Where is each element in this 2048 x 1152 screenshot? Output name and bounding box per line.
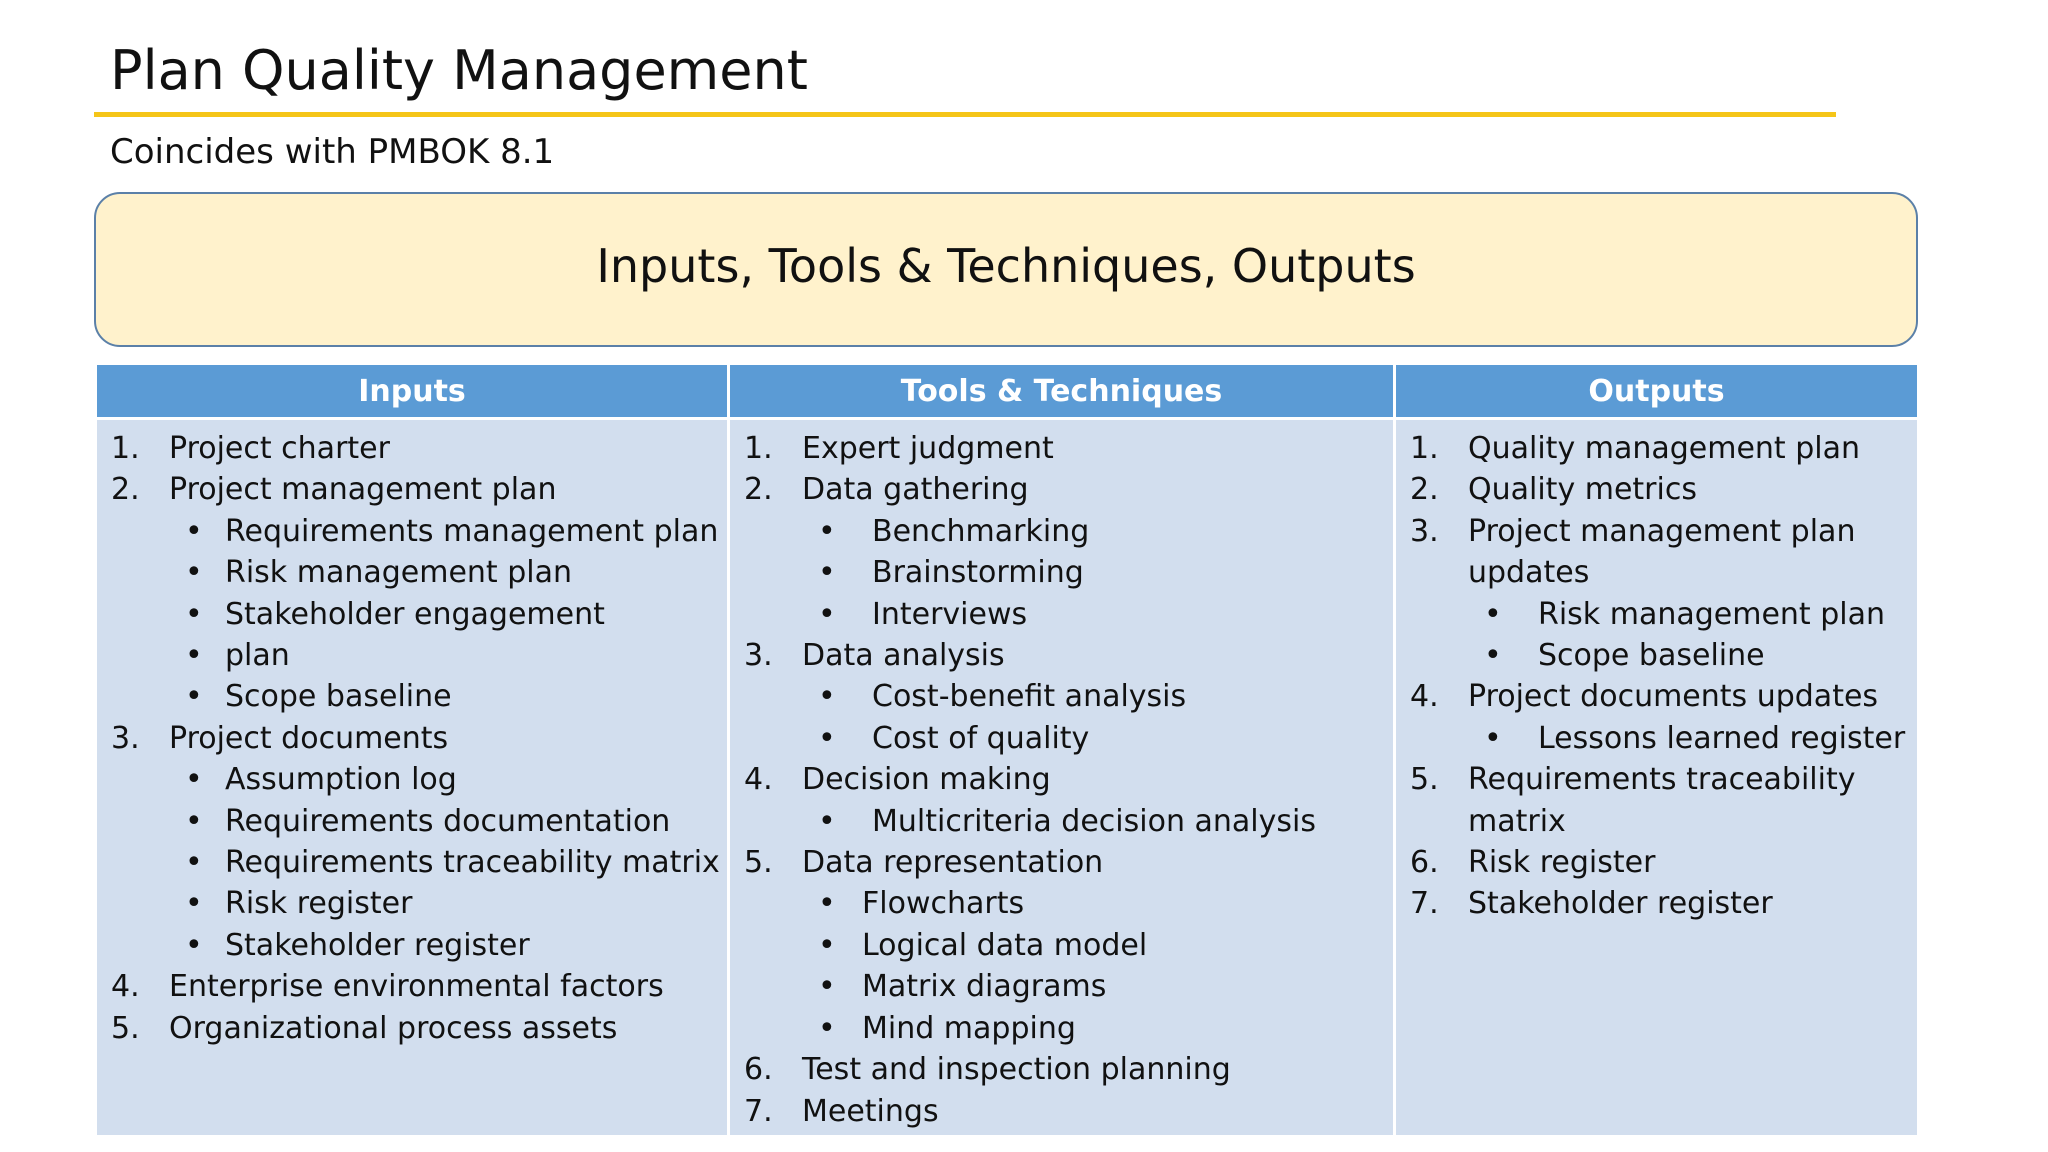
- item-number: 3.: [744, 638, 773, 674]
- item-number: 2.: [111, 472, 140, 508]
- sub-list-item: [1396, 594, 1917, 635]
- header-inputs: Inputs: [97, 365, 727, 417]
- item-text-continuation: matrix: [1468, 803, 1566, 839]
- list-item-continuation: [1396, 552, 1917, 593]
- list-item: [730, 469, 1393, 510]
- sub-item-text: Risk management plan: [1538, 596, 1885, 632]
- item-text: Meetings: [802, 1093, 939, 1129]
- item-number: 5.: [111, 1010, 140, 1046]
- sub-list-item: [730, 1008, 1393, 1049]
- item-number: 6.: [744, 1052, 773, 1088]
- sub-item-text: Assumption log: [225, 762, 457, 798]
- sub-item-text: Lessons learned register: [1538, 720, 1906, 756]
- outputs-list: [1396, 420, 1917, 925]
- sub-list-item: [97, 759, 727, 800]
- table-body-row: [97, 420, 1917, 1135]
- item-number: 3.: [111, 720, 140, 756]
- sub-item-text: Scope baseline: [225, 679, 452, 715]
- bullet-icon: •: [185, 555, 203, 591]
- sub-list-item: [730, 883, 1393, 924]
- list-item: [1396, 469, 1917, 510]
- item-text: Project management plan: [169, 472, 557, 508]
- bullet-icon: •: [818, 1010, 836, 1046]
- sub-list-item: [97, 676, 727, 717]
- sub-list-item: [97, 635, 727, 676]
- tools-list: [730, 420, 1393, 1132]
- bullet-icon: •: [818, 927, 836, 963]
- item-number: 7.: [1410, 886, 1439, 922]
- list-item: [1396, 883, 1917, 924]
- sub-item-text: Cost of quality: [872, 720, 1090, 756]
- item-number: 4.: [111, 969, 140, 1005]
- item-text: Expert judgment: [802, 431, 1054, 466]
- item-number: 2.: [1410, 472, 1439, 508]
- sub-list-item: [1396, 718, 1917, 759]
- ito-table: [94, 362, 1920, 1138]
- sub-item-text: Brainstorming: [872, 555, 1084, 591]
- sub-list-item: [97, 801, 727, 842]
- list-item: [1396, 428, 1917, 469]
- item-text: Project charter: [169, 431, 390, 466]
- sub-item-text: Requirements management plan: [225, 513, 719, 549]
- bullet-icon: •: [818, 596, 836, 632]
- sub-list-item: [97, 925, 727, 966]
- item-text: Quality management plan: [1468, 431, 1861, 466]
- list-item: [730, 1091, 1393, 1132]
- list-item: [1396, 676, 1917, 717]
- sub-list-item: [97, 511, 727, 552]
- item-text: Risk register: [1468, 845, 1656, 881]
- bullet-icon: •: [185, 845, 203, 881]
- sub-item-text: Logical data model: [862, 927, 1148, 963]
- bullet-icon: •: [185, 886, 203, 922]
- sub-item-text: plan: [225, 638, 290, 674]
- list-item: [730, 842, 1393, 883]
- list-item: [730, 428, 1393, 469]
- item-text: Test and inspection planning: [802, 1052, 1231, 1088]
- item-text: Enterprise environmental factors: [169, 969, 664, 1005]
- sub-item-text: Requirements traceability matrix: [225, 845, 720, 881]
- sub-item-text: Flowcharts: [862, 886, 1025, 922]
- list-item: [730, 635, 1393, 676]
- sub-list-item: [730, 594, 1393, 635]
- list-item: [97, 966, 727, 1007]
- sub-list-item: [730, 801, 1393, 842]
- bullet-icon: •: [818, 969, 836, 1005]
- item-text: Decision making: [802, 762, 1051, 798]
- bullet-icon: •: [818, 720, 836, 756]
- list-item: [1396, 511, 1917, 552]
- item-text: Project management plan: [1468, 513, 1856, 549]
- header-tools-techniques: Tools & Techniques: [730, 365, 1393, 417]
- item-number: 3.: [1410, 513, 1439, 549]
- item-number: 1.: [111, 431, 140, 466]
- item-number: 4.: [1410, 679, 1439, 715]
- item-text: Quality metrics: [1468, 472, 1697, 508]
- list-item: [730, 759, 1393, 800]
- list-item: [97, 428, 727, 469]
- sub-item-text: Benchmarking: [872, 513, 1090, 549]
- sub-list-item: [97, 883, 727, 924]
- slide-subtitle: Coincides with PMBOK 8.1: [110, 132, 555, 172]
- sub-item-text: Multicriteria decision analysis: [872, 803, 1316, 839]
- item-number: 4.: [744, 762, 773, 798]
- item-number: 1.: [1410, 431, 1439, 466]
- tools-cell: [730, 420, 1393, 1135]
- bullet-icon: •: [818, 679, 836, 715]
- sub-list-item: [730, 925, 1393, 966]
- item-text: Data gathering: [802, 472, 1029, 508]
- item-number: 5.: [1410, 762, 1439, 798]
- sub-item-text: Matrix diagrams: [862, 969, 1107, 1005]
- sub-item-text: Risk management plan: [225, 555, 572, 591]
- sub-item-text: Interviews: [872, 596, 1028, 632]
- sub-list-item: [1396, 635, 1917, 676]
- sub-list-item: [730, 718, 1393, 759]
- item-text: Stakeholder register: [1468, 886, 1773, 922]
- ito-banner: [94, 192, 1918, 347]
- banner-text: Inputs, Tools & Techniques, Outputs: [596, 238, 1416, 293]
- list-item: [97, 1008, 727, 1049]
- sub-list-item: [730, 511, 1393, 552]
- item-text: Requirements traceability: [1468, 762, 1856, 798]
- inputs-list: [97, 420, 727, 1049]
- sub-list-item: [97, 842, 727, 883]
- sub-item-text: Requirements documentation: [225, 803, 671, 839]
- item-number: 1.: [744, 431, 773, 466]
- bullet-icon: •: [818, 886, 836, 922]
- slide-title: Plan Quality Management: [110, 39, 808, 102]
- bullet-icon: •: [185, 596, 203, 632]
- list-item: [1396, 759, 1917, 800]
- item-number: 2.: [744, 472, 773, 508]
- sub-item-text: Stakeholder register: [225, 927, 530, 963]
- list-item: [730, 1049, 1393, 1090]
- sub-list-item: [730, 552, 1393, 593]
- bullet-icon: •: [818, 513, 836, 549]
- list-item: [97, 718, 727, 759]
- sub-list-item: [97, 594, 727, 635]
- bullet-icon: •: [185, 762, 203, 798]
- item-text: Project documents updates: [1468, 679, 1879, 715]
- item-text: Organizational process assets: [169, 1010, 618, 1046]
- sub-item-text: Stakeholder engagement: [225, 596, 605, 632]
- item-text: Data representation: [802, 845, 1104, 881]
- sub-item-text: Cost-benefit analysis: [872, 679, 1187, 715]
- bullet-icon: •: [1484, 638, 1502, 674]
- bullet-icon: •: [185, 803, 203, 839]
- title-underline: [94, 112, 1836, 117]
- sub-item-text: Risk register: [225, 886, 413, 922]
- item-text: Data analysis: [802, 638, 1005, 674]
- bullet-icon: •: [185, 638, 203, 674]
- item-text-continuation: updates: [1468, 555, 1590, 591]
- bullet-icon: •: [818, 555, 836, 591]
- sub-list-item: [730, 676, 1393, 717]
- item-text: Project documents: [169, 720, 449, 756]
- bullet-icon: •: [1484, 596, 1502, 632]
- item-number: 6.: [1410, 845, 1439, 881]
- outputs-cell: [1396, 420, 1917, 1135]
- inputs-cell: [97, 420, 727, 1135]
- list-item-continuation: [1396, 801, 1917, 842]
- bullet-icon: •: [818, 803, 836, 839]
- item-number: 7.: [744, 1093, 773, 1129]
- bullet-icon: •: [185, 513, 203, 549]
- list-item: [1396, 842, 1917, 883]
- sub-item-text: Scope baseline: [1538, 638, 1765, 674]
- sub-list-item: [730, 966, 1393, 1007]
- table-header-row: [97, 365, 1917, 417]
- item-number: 5.: [744, 845, 773, 881]
- sub-item-text: Mind mapping: [862, 1010, 1076, 1046]
- header-outputs: Outputs: [1396, 365, 1917, 417]
- list-item: [97, 469, 727, 510]
- bullet-icon: •: [185, 927, 203, 963]
- bullet-icon: •: [1484, 720, 1502, 756]
- bullet-icon: •: [185, 679, 203, 715]
- sub-list-item: [97, 552, 727, 593]
